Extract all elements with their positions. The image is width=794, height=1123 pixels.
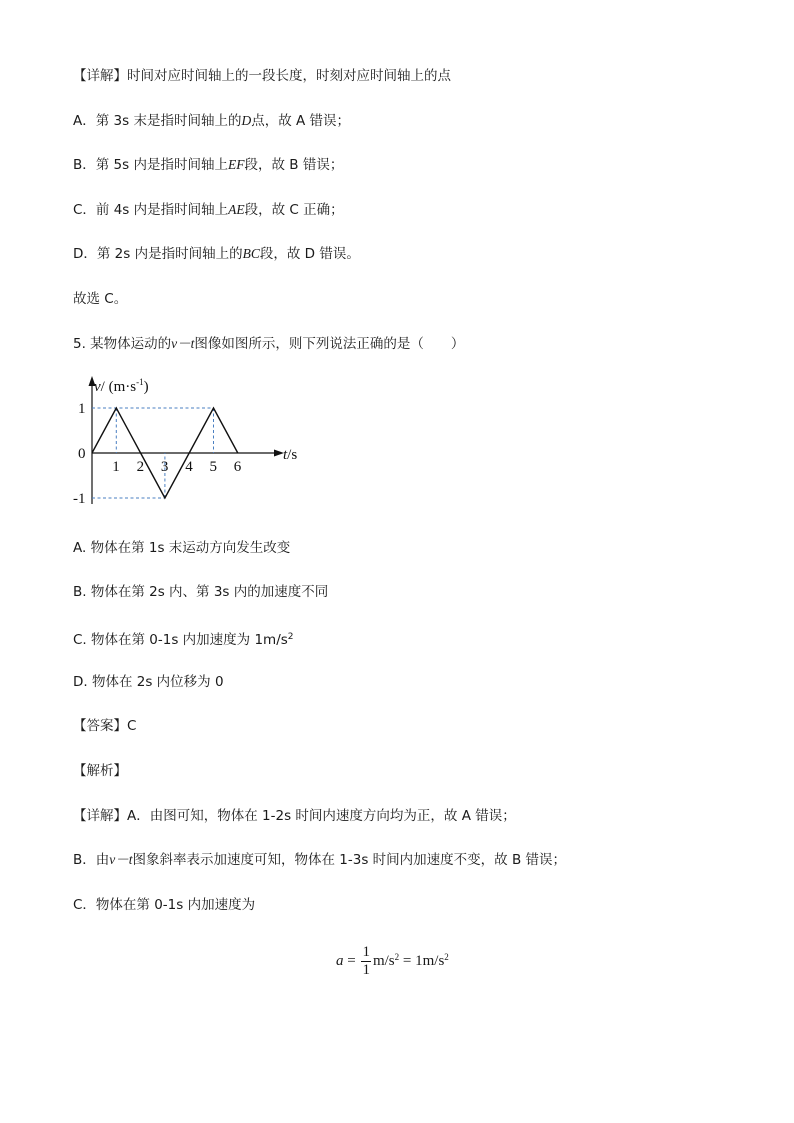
detail-c: C．物体在第 0-1s 内加速度为 (73, 897, 256, 913)
fraction: $\frac{1}{1}$ (362, 944, 370, 978)
option-d: D. 物体在 2s 内位移为 0 (73, 674, 224, 690)
question-5-stem: 5. 某物体运动的v－t图像如图所示，则下列说法正确的是（ ） (73, 336, 465, 352)
answer: 【答案】C (73, 718, 137, 734)
x-tick-label-5: 5 (209, 459, 217, 475)
explanation-option-b: B．第 5s 内是指时间轴上EF段，故 B 错误； (73, 157, 344, 173)
option-c: C. 物体在第 0-1s 内加速度为 $1m/s^2$ (73, 632, 294, 648)
origin-label: 0 (78, 446, 86, 462)
x-tick-label-6: 6 (233, 459, 242, 475)
y-tick-label-neg1: -1 (73, 491, 86, 507)
analysis-heading: 【解析】 (73, 763, 127, 779)
vt-graph (70, 372, 320, 512)
explanation-choice: 故选 C。 (73, 291, 128, 307)
option-b: B. 物体在第 2s 内、第 3s 内的加速度不同 (73, 584, 329, 600)
y-axis-label: v/ $(m\cdot s^{-1})$ (94, 377, 149, 395)
explanation-option-c: C．前 4s 内是指时间轴上AE段，故 C 正确； (73, 202, 344, 218)
y-tick-label-1: 1 (78, 401, 86, 417)
explanation-option-d: D．第 2s 内是指时间轴上的BC段，故 D 错误。 (73, 246, 360, 262)
explanation-option-a: A．第 3s 末是指时间轴上的D点，故 A 错误； (73, 113, 351, 129)
detail-b: B．由v－t图象斜率表示加速度可知，物体在 1-3s 时间内加速度不变，故 B 错误； (73, 852, 567, 868)
x-tick-label-4: 4 (185, 459, 193, 475)
x-tick-label-3: 3 (160, 459, 169, 475)
acceleration-formula: a = $\frac{1}{1}$ $m/s^2 = 1m/s^2$ (336, 944, 449, 978)
option-a: A. 物体在第 1s 末运动方向发生改变 (73, 540, 291, 556)
detail-a: 【详解】A．由图可知，物体在 1-2s 时间内速度方向均为正，故 A 错误； (73, 808, 516, 824)
x-axis-label: t/s (283, 447, 298, 463)
explanation-intro: 【详解】时间对应时间轴上的一段长度，时刻对应时间轴上的点 (73, 68, 451, 84)
x-tick-label-1: 1 (112, 459, 120, 475)
x-tick-label-2: 2 (136, 459, 145, 475)
